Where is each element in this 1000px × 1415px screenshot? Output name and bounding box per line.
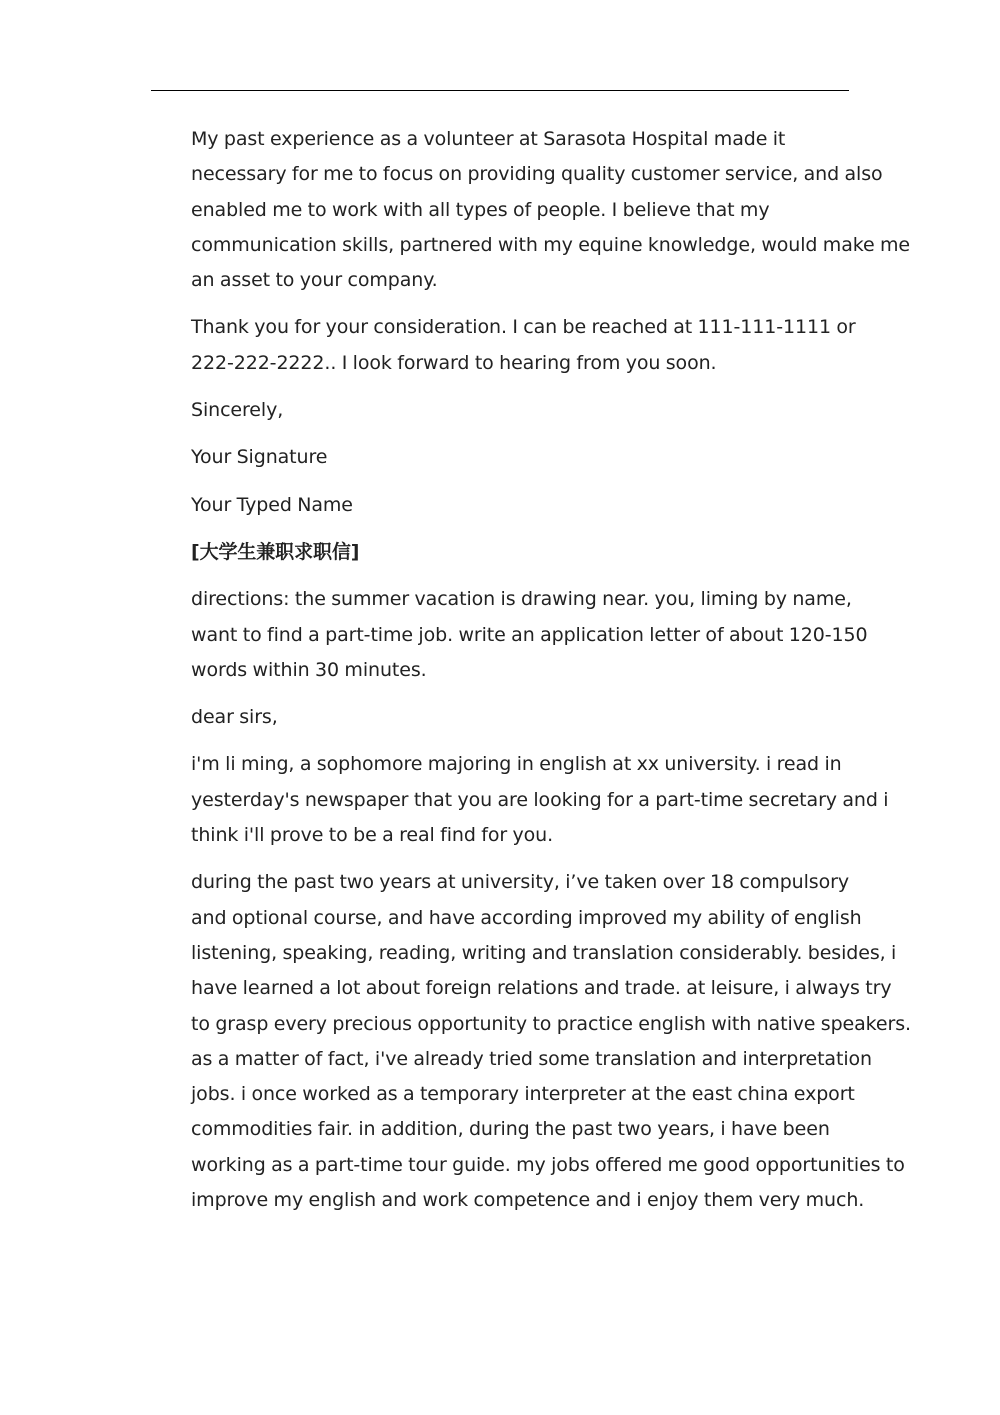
header-divider (151, 90, 849, 91)
section-heading (151, 535, 849, 570)
text-line: communication skills, partnered with my equine knowledge, would make me (191, 233, 911, 256)
text-line: jobs. i once worked as a temporary interpreter at the east china export (191, 1083, 855, 1106)
text-line: want to find a part-time job. write an application letter of about 120-150 (191, 623, 868, 646)
paragraph-volunteer-experience (151, 122, 911, 298)
text-line: improve my english and work competence and i enjoy them very much. (191, 1189, 865, 1212)
text-line: enabled me to work with all types of people. I believe that my (191, 198, 770, 221)
text-line: working as a part-time tour guide. my jobs offered me good opportunities to (191, 1153, 905, 1176)
text-line: listening, speaking, reading, writing and translation considerably. besides, i (191, 941, 897, 964)
paragraph-directions (151, 582, 868, 688)
document-body (151, 122, 911, 1230)
paragraph-closing (151, 393, 849, 428)
text-line: directions: the summer vacation is drawing near. you, liming by name, (191, 588, 852, 611)
text-line: during the past two years at university, i’ve taken over 18 compulsory (191, 871, 849, 894)
text-line: Your Typed Name (191, 493, 353, 516)
text-line: i'm li ming, a sophomore majoring in english at xx university. i read in (191, 753, 842, 776)
paragraph-experience (151, 865, 911, 1218)
text-line: to grasp every precious opportunity to practice english with native speakers. (191, 1012, 911, 1035)
text-line: and optional course, and have according improved my ability of english (191, 906, 862, 929)
text-line: yesterday's newspaper that you are looking for a part-time secretary and i (191, 788, 889, 811)
text-line: think i'll prove to be a real find for you. (191, 824, 554, 847)
text-line: 222-222-2222.. I look forward to hearing from you soon. (191, 351, 717, 374)
text-line: dear sirs, (191, 706, 278, 729)
text-line: Your Signature (191, 446, 328, 469)
paragraph-introduction (151, 747, 889, 853)
text-line: necessary for me to focus on providing quality customer service, and also (191, 163, 883, 186)
text-line: My past experience as a volunteer at Sarasota Hospital made it (191, 128, 786, 150)
text-line: [大学生兼职求职信] (191, 540, 360, 563)
paragraph-thank-you (151, 310, 856, 381)
text-line: have learned a lot about foreign relations and trade. at leisure, i always try (191, 977, 892, 1000)
text-line: an asset to your company. (191, 269, 438, 292)
text-line: as a matter of fact, i've already tried some translation and interpretation (191, 1047, 872, 1070)
text-line: words within 30 minutes. (191, 658, 427, 681)
text-line: Thank you for your consideration. I can be reached at 111-111-1111 or (191, 316, 856, 339)
text-line: Sincerely, (191, 399, 284, 422)
paragraph-salutation (151, 700, 849, 735)
paragraph-signature (151, 440, 849, 475)
paragraph-typed-name (151, 488, 849, 523)
text-line: commodities fair. in addition, during the past two years, i have been (191, 1118, 830, 1141)
